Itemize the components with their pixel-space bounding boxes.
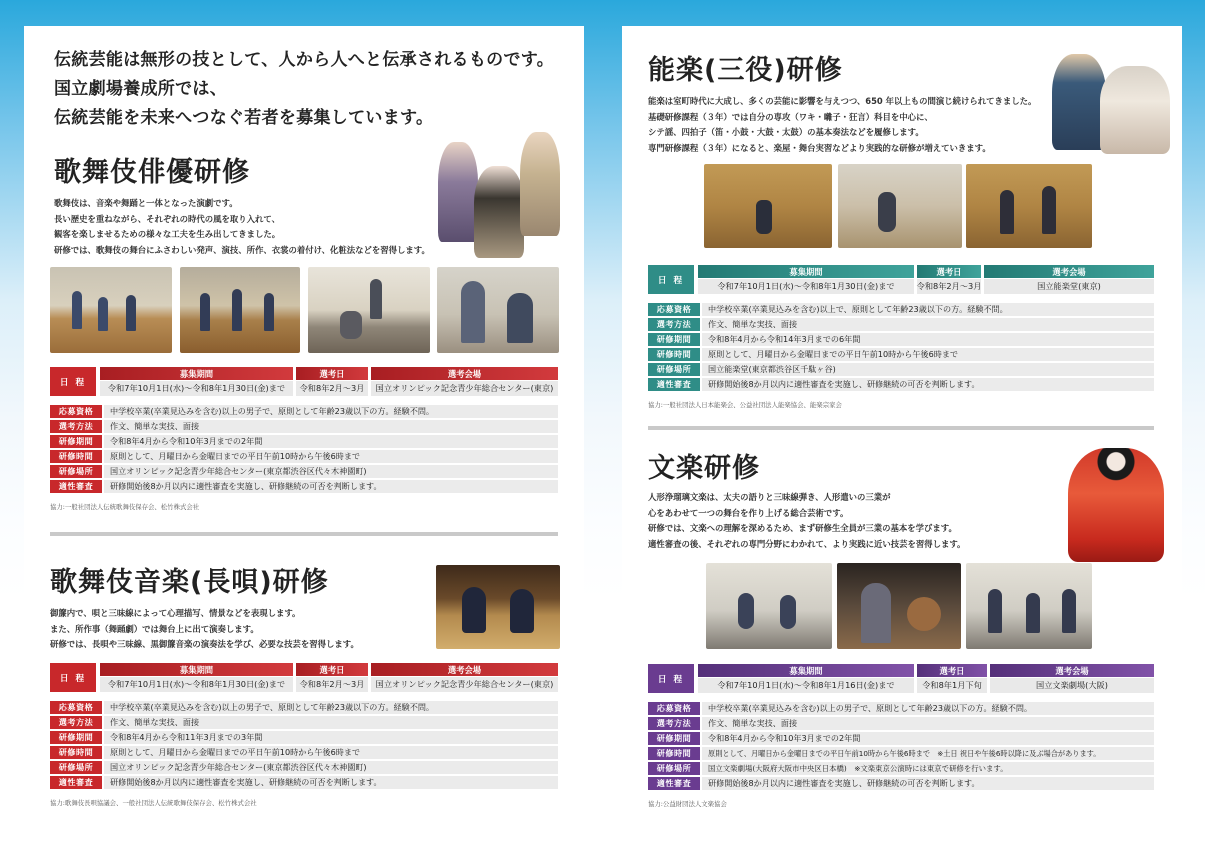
detail-value: 研修開始後8か月以内に適性審査を実施し、研修継続の可否を判断します。 [104,776,558,789]
detail-value: 令和8年4月から令和11年3月までの3年間 [104,731,558,744]
intro-line: 伝統芸能を未来へつなぐ若者を募集しています。 [54,108,434,128]
detail-key: 選考方法 [50,420,102,433]
noh-performers-illustration [1048,44,1174,156]
detail-key: 選考方法 [648,717,700,730]
detail-value: 国立オリンピック記念青少年総合センター(東京都渋谷区代々木神園町) [104,761,558,774]
detail-row [648,702,1154,715]
desc-line: シテ謡、四拍子（笛・小鼓・大鼓・太鼓）の基本奏法などを履修します。 [648,127,924,138]
detail-value: 国立オリンピック記念青少年総合センター(東京都渋谷区代々木神園町) [104,465,558,478]
date-header: 選考日 [296,663,368,676]
detail-value: 原則として、月曜日から金曜日までの平日午前10時から午後6時まで [104,746,558,759]
venue-header: 選考会場 [371,663,558,676]
period-header: 募集期間 [698,265,914,278]
detail-key: 適性審査 [50,480,102,493]
desc-line: 能楽は室町時代に大成し、多くの芸能に影響を与えつつ、650 年以上もの間演じ続けられてきました。 [648,96,1037,106]
section-divider [648,426,1154,430]
intro-line: 国立劇場養成所では、 [54,79,227,99]
detail-row [50,450,558,463]
venue-value: 国立オリンピック記念青少年総合センター(東京) [371,381,558,396]
detail-value: 原則として、月曜日から金曜日までの平日午前10時から午後6時まで ※土日 祝日や午後6時以降に及ぶ場合があります。 [702,747,1154,760]
venue-header: 選考会場 [371,367,558,380]
venue-value: 国立オリンピック記念青少年総合センター(東京) [371,677,558,692]
noh-photo-2 [838,164,962,248]
detail-value: 中学校卒業(卒業見込みを含む)以上の男子で、原則として年齢23歳以下の方。経験不問。 [104,405,558,418]
detail-key: 選考方法 [648,318,700,331]
kabuki-credit: 協力:一般社団法人伝統歌舞伎保存会、松竹株式会社 [50,503,200,511]
detail-row [648,318,1154,331]
detail-row [50,746,558,759]
desc-line: 心をあわせて一つの舞台を作り上げる総合芸術です。 [648,507,849,518]
section-divider [50,532,558,536]
desc-line: また、所作事（舞踊劇）では舞台上に出て演奏します。 [50,623,259,634]
detail-row [648,717,1154,730]
detail-row [50,465,558,478]
desc-line: 長い歴史を重ねながら、それぞれの時代の風を取り入れて、 [54,213,280,224]
schedule-label: 日 程 [648,265,694,294]
detail-key: 研修場所 [648,363,700,376]
kabuki-description [54,196,430,259]
noh-title: 能楽(三役)研修 [648,55,843,86]
detail-key: 研修場所 [648,762,700,775]
nagauta-credit: 協力:歌舞伎長唄協議会、一般社団法人伝統歌舞伎保存会、松竹株式会社 [50,799,257,807]
detail-value: 研修開始後8か月以内に適性審査を実施し、研修継続の可否を判断します。 [702,777,1154,790]
date-header: 選考日 [296,367,368,380]
detail-key: 研修時間 [50,746,102,759]
detail-key: 応募資格 [648,303,700,316]
date-header: 選考日 [917,265,981,278]
detail-row [648,777,1154,790]
kabuki-photo-1 [50,267,172,353]
detail-value: 中学校卒業(卒業見込みを含む)以上の男子で、原則として年齢23歳以下の方。経験不問。 [104,701,558,714]
detail-key: 研修期間 [648,732,700,745]
detail-value: 作文、簡単な実技、面接 [104,716,558,729]
detail-value: 令和8年4月から令和10年3月までの2年間 [104,435,558,448]
detail-row [648,363,1154,376]
bunraku-photo-3 [966,563,1092,649]
detail-value: 令和8年4月から令和10年3月までの2年間 [702,732,1154,745]
detail-value: 作文、簡単な実技、面接 [104,420,558,433]
detail-key: 選考方法 [50,716,102,729]
detail-row [50,405,558,418]
detail-value: 原則として、月曜日から金曜日までの平日午前10時から午後6時まで [702,348,1154,361]
detail-key: 応募資格 [648,702,700,715]
detail-key: 研修期間 [50,731,102,744]
detail-value: 令和8年4月から令和14年3月までの6年間 [702,333,1154,346]
nagauta-description [50,606,359,653]
detail-value: 研修開始後8か月以内に適性審査を実施し、研修継続の可否を判断します。 [104,480,558,493]
kabuki-title: 歌舞伎俳優研修 [54,157,250,188]
detail-row [648,732,1154,745]
period-header: 募集期間 [698,664,914,677]
detail-key: 研修期間 [50,435,102,448]
kabuki-actors-illustration [434,126,564,264]
schedule-label: 日 程 [50,663,96,692]
detail-key: 応募資格 [50,701,102,714]
desc-line: 人形浄瑠璃文楽は、太夫の語りと三味線弾き、人形遣いの三業が [648,492,891,502]
date-value: 令和8年1月下旬 [917,678,987,693]
venue-header: 選考会場 [984,265,1154,278]
intro-text [54,46,554,133]
schedule-label: 日 程 [50,367,96,396]
left-page [24,26,584,854]
detail-row [50,731,558,744]
date-value: 令和8年2月～3月 [917,279,981,294]
bunraku-title: 文楽研修 [648,453,760,484]
noh-credit: 協力:一般社団法人日本能楽会、公益社団法人能楽協会、能楽宗家会 [648,401,842,409]
kabuki-photo-4 [437,267,559,353]
intro-line: 伝統芸能は無形の技として、人から人へと伝承されるものです。 [54,50,554,70]
detail-row [50,761,558,774]
detail-row [648,333,1154,346]
desc-line: 専門研修課程（３年）になると、楽屋・舞台実習などより実践的な研修が増えていきます。 [648,143,991,154]
detail-row [50,420,558,433]
period-value: 令和7年10月1日(水)～令和8年1月30日(金)まで [698,279,914,294]
schedule-label: 日 程 [648,664,694,693]
detail-key: 研修場所 [50,761,102,774]
desc-line: 歌舞伎は、音楽や舞踊と一体となった演劇です。 [54,198,238,208]
detail-value: 研修開始後8か月以内に適性審査を実施し、研修継続の可否を判断します。 [702,378,1154,391]
detail-row [648,348,1154,361]
period-value: 令和7年10月1日(水)～令和8年1月30日(金)まで [100,381,293,396]
detail-key: 研修時間 [648,747,700,760]
desc-line: 研修では、長唄や三味線、黒御簾音楽の演奏法を学び、必要な技芸を習得します。 [50,639,359,650]
period-header: 募集期間 [100,367,293,380]
bunraku-credit: 協力:公益財団法人文楽協会 [648,800,727,808]
nagauta-title: 歌舞伎音楽(長唄)研修 [50,567,329,598]
detail-row [50,480,558,493]
detail-row [648,747,1154,760]
detail-value: 中学校卒業(卒業見込みを含む)以上の男子で、原則として年齢23歳以下の方。経験不問。 [702,702,1154,715]
detail-row [50,701,558,714]
detail-row [50,716,558,729]
noh-photo-1 [704,164,832,248]
detail-key: 研修場所 [50,465,102,478]
desc-line: 観客を楽しませるための様々な工夫を生み出してきました。 [54,229,281,240]
noh-description [648,94,1036,157]
detail-row [648,378,1154,391]
detail-value: 国立文楽劇場(大阪府大阪市中央区日本橋) ※文楽東京公演時には東京で研修を行います。 [702,762,1154,775]
venue-header: 選考会場 [990,664,1154,677]
kabuki-photo-3 [308,267,430,353]
bunraku-description [648,490,965,553]
venue-value: 国立文楽劇場(大阪) [990,678,1154,693]
detail-key: 研修時間 [50,450,102,463]
detail-value: 作文、簡単な実技、面接 [702,318,1154,331]
period-value: 令和7年10月1日(水)～令和8年1月16日(金)まで [698,678,914,693]
date-value: 令和8年2月～3月 [296,677,368,692]
detail-value: 中学校卒業(卒業見込みを含む)以上で、原則として年齢23歳以下の方。経験不問。 [702,303,1154,316]
detail-key: 応募資格 [50,405,102,418]
nagauta-photo [436,565,560,649]
detail-key: 適性審査 [648,378,700,391]
desc-line: 基礎研修課程（３年）では自分の専攻（ワキ・囃子・狂言）科目を中心に、 [648,111,933,122]
period-header: 募集期間 [100,663,293,676]
date-header: 選考日 [917,664,987,677]
bunraku-puppet-illustration [1052,442,1180,566]
desc-line: 適性審査の後、それぞれの専門分野にわかれて、より実践に近い技芸を習得します。 [648,539,966,550]
detail-value: 国立能楽堂(東京都渋谷区千駄ヶ谷) [702,363,1154,376]
kabuki-photo-2 [180,267,300,353]
noh-photo-3 [966,164,1092,248]
bunraku-photo-2 [837,563,961,649]
desc-line: 御簾内で、唄と三味線によって心理描写、情景などを表現します。 [50,608,301,618]
detail-row [648,303,1154,316]
detail-row [50,435,558,448]
detail-key: 研修時間 [648,348,700,361]
desc-line: 研修では、歌舞伎の舞台にふさわしい発声、演技、所作、衣裳の着付け、化粧法などを習得します。 [54,245,430,256]
detail-key: 研修期間 [648,333,700,346]
detail-row [648,762,1154,775]
date-value: 令和8年2月～3月 [296,381,368,396]
desc-line: 研修では、文楽への理解を深めるため、まず研修生全員が三業の基本を学びます。 [648,523,957,534]
period-value: 令和7年10月1日(水)～令和8年1月30日(金)まで [100,677,293,692]
venue-value: 国立能楽堂(東京) [984,279,1154,294]
detail-value: 原則として、月曜日から金曜日までの平日午前10時から午後6時まで [104,450,558,463]
detail-row [50,776,558,789]
right-page [622,26,1182,854]
detail-key: 適性審査 [50,776,102,789]
detail-key: 適性審査 [648,777,700,790]
bunraku-photo-1 [706,563,832,649]
detail-value: 作文、簡単な実技、面接 [702,717,1154,730]
